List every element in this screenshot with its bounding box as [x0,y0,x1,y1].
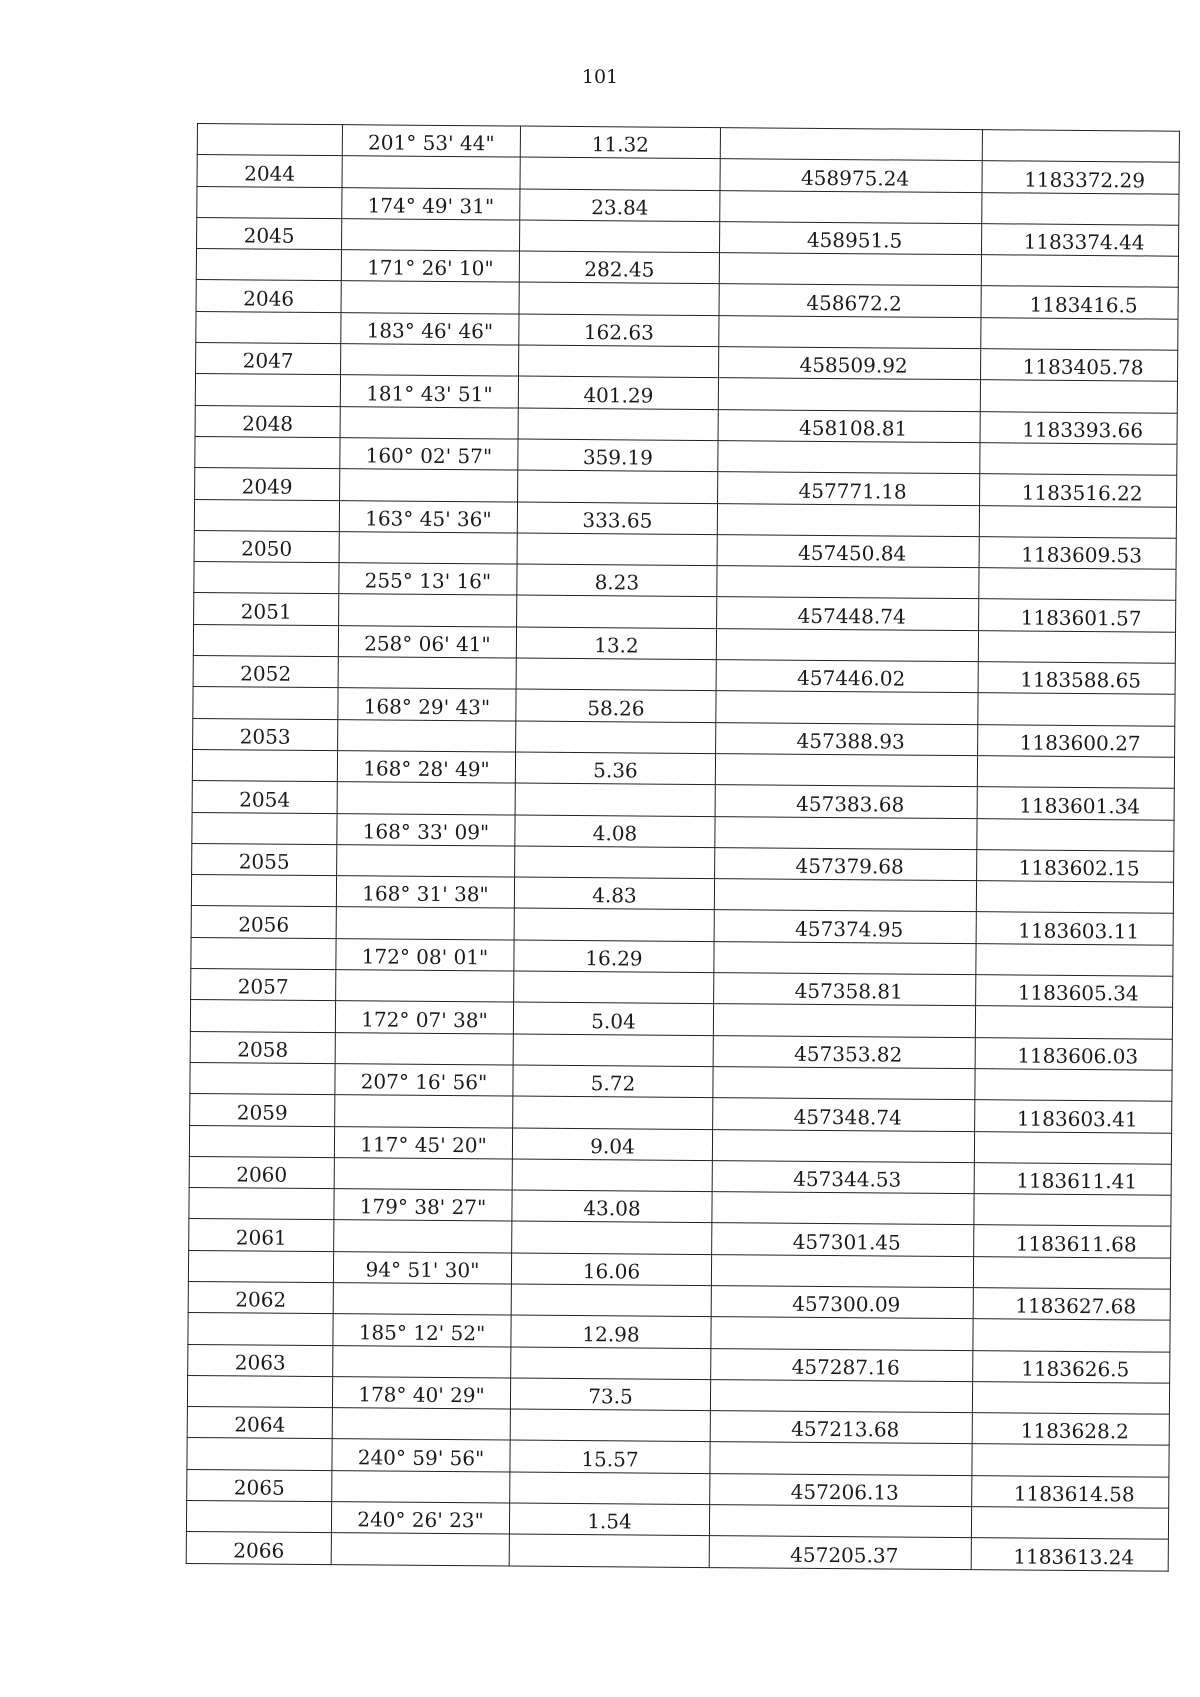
bearing-cell: 163° 45' 36" [339,500,517,533]
distance-cell [518,470,718,503]
distance-cell: 401.29 [518,376,718,409]
station-cell [188,1313,333,1345]
bearing-cell [338,719,516,752]
east-cell [971,1507,1168,1540]
distance-cell [518,408,718,441]
station-cell: 2056 [191,906,336,938]
bearing-cell [334,1220,512,1253]
station-cell [193,624,338,656]
station-cell [192,812,337,844]
bearing-cell: 168° 29' 43" [338,688,516,721]
station-cell [191,937,336,969]
survey-coordinates-table [186,123,1180,1571]
station-cell: 2045 [197,217,342,249]
distance-cell [512,1159,712,1192]
bearing-cell: 240° 26' 23" [331,1502,509,1535]
east-cell [976,943,1173,976]
station-cell [197,124,342,156]
north-cell [716,628,978,661]
station-cell: 2055 [192,843,337,875]
station-cell [188,1250,333,1282]
east-cell: 1183372.29 [982,161,1179,194]
east-cell: 1183603.11 [976,912,1173,945]
east-cell: 1183516.22 [980,474,1177,507]
east-cell [974,1131,1171,1164]
distance-cell: 282.45 [519,251,719,284]
distance-cell: 16.06 [511,1253,711,1286]
bearing-cell: 172° 07' 38" [335,1001,513,1034]
north-cell [718,441,980,474]
distance-cell [515,783,715,816]
distance-cell [514,971,714,1004]
north-cell [717,503,979,536]
station-cell: 2061 [189,1219,334,1251]
distance-cell [511,1284,711,1317]
north-cell [718,378,980,411]
east-cell: 1183588.65 [978,662,1175,695]
bearing-cell [334,1157,512,1190]
distance-cell: 5.72 [513,1065,713,1098]
bearing-cell [341,344,519,377]
station-cell [190,1000,335,1032]
east-cell: 1183602.15 [977,849,1174,882]
station-cell: 2052 [193,656,338,688]
station-cell: 2049 [195,468,340,500]
distance-cell [510,1472,710,1505]
north-cell [709,1505,971,1538]
bearing-cell: 183° 46' 46" [341,312,519,345]
distance-cell [509,1534,709,1567]
east-cell: 1183405.78 [981,349,1178,382]
bearing-cell [335,1095,513,1128]
bearing-cell: 160° 02' 57" [340,438,518,471]
north-cell [710,1442,972,1475]
station-cell [196,311,341,343]
bearing-cell [337,782,515,815]
bearing-cell: 201° 53' 44" [342,125,520,158]
bearing-cell: 174° 49' 31" [342,187,520,220]
bearing-cell: 185° 12' 52" [333,1314,511,1347]
north-cell: 458975.24 [720,159,982,192]
north-cell [715,816,977,849]
east-cell [974,1194,1171,1227]
distance-cell [513,1096,713,1129]
distance-cell [517,533,717,566]
station-cell: 2044 [197,155,342,187]
east-cell [979,568,1176,601]
bearing-cell [332,1470,510,1503]
station-cell: 2059 [190,1094,335,1126]
distance-cell: 43.08 [512,1190,712,1223]
distance-cell [520,220,720,253]
station-cell: 2046 [196,280,341,312]
east-cell [981,317,1178,350]
station-cell: 2060 [189,1156,334,1188]
station-cell: 2064 [187,1407,332,1439]
distance-cell [517,595,717,628]
east-cell: 1183628.2 [972,1413,1169,1446]
east-cell [976,881,1173,914]
bearing-cell: 240° 59' 56" [332,1439,510,1472]
distance-cell: 5.36 [515,752,715,785]
station-cell: 2062 [188,1281,333,1313]
east-cell: 1183393.66 [980,411,1177,444]
east-cell: 1183605.34 [976,975,1173,1008]
east-cell: 1183611.41 [974,1162,1171,1195]
station-cell [189,1188,334,1220]
bearing-cell [340,406,518,439]
distance-cell: 16.29 [514,940,714,973]
north-cell [716,691,978,724]
bearing-cell [338,657,516,690]
north-cell: 458672.2 [719,284,981,317]
east-cell [975,1069,1172,1102]
north-cell [720,128,982,161]
north-cell [712,1192,974,1225]
station-cell [197,186,342,218]
station-cell: 2047 [196,343,341,375]
station-cell [194,562,339,594]
station-cell [195,436,340,468]
distance-cell: 4.83 [514,877,714,910]
station-cell: 2051 [194,593,339,625]
distance-cell [511,1347,711,1380]
bearing-cell: 168° 31' 38" [336,876,514,909]
distance-cell: 359.19 [518,439,718,472]
distance-cell [516,721,716,754]
distance-cell [516,658,716,691]
distance-cell: 1.54 [509,1503,709,1536]
bearing-cell: 171° 26' 10" [341,250,519,283]
east-cell: 1183416.5 [981,286,1178,319]
east-cell [978,630,1175,663]
north-cell [717,566,979,599]
north-cell: 458951.5 [719,221,981,254]
distance-cell: 5.04 [513,1002,713,1035]
east-cell [979,505,1176,538]
east-cell [973,1319,1170,1352]
east-cell [980,380,1177,413]
distance-cell [513,1034,713,1067]
north-cell: 458108.81 [718,409,980,442]
north-cell: 457300.09 [711,1286,973,1319]
east-cell: 1183603.41 [975,1100,1172,1133]
bearing-cell: 168° 28' 49" [337,751,515,784]
east-cell [977,818,1174,851]
station-cell [186,1501,331,1533]
north-cell: 457213.68 [710,1411,972,1444]
station-cell: 2053 [193,718,338,750]
north-cell: 457206.13 [710,1473,972,1506]
bearing-cell [333,1345,511,1378]
distance-cell [519,283,719,316]
bearing-cell [335,1032,513,1065]
north-cell [710,1379,972,1412]
station-cell: 2048 [195,405,340,437]
east-cell: 1183613.24 [971,1538,1168,1571]
east-cell: 1183374.44 [981,224,1178,257]
station-cell [196,249,341,281]
station-cell [191,875,336,907]
distance-cell: 11.32 [520,126,720,159]
bearing-cell: 255° 13' 16" [339,563,517,596]
east-cell: 1183600.27 [978,724,1175,757]
distance-cell: 162.63 [519,314,719,347]
north-cell: 457388.93 [716,722,978,755]
north-cell: 457374.95 [714,910,976,943]
east-cell [973,1256,1170,1289]
bearing-cell: 94° 51' 30" [333,1251,511,1284]
north-cell [714,941,976,974]
bearing-cell [332,1408,510,1441]
station-cell: 2057 [191,968,336,1000]
north-cell [711,1254,973,1287]
distance-cell: 73.5 [510,1378,710,1411]
bearing-cell: 117° 45' 20" [334,1126,512,1159]
station-cell [187,1375,332,1407]
north-cell: 457379.68 [715,847,977,880]
north-cell: 457344.53 [712,1160,974,1193]
east-cell [982,130,1179,163]
bearing-cell [331,1533,509,1566]
east-cell [972,1444,1169,1477]
station-cell [195,374,340,406]
distance-cell [519,345,719,378]
station-cell [190,1062,335,1094]
east-cell: 1183601.34 [977,787,1174,820]
bearing-cell: 207° 16' 56" [335,1064,513,1097]
north-cell [714,879,976,912]
station-cell [193,687,338,719]
distance-cell [512,1221,712,1254]
north-cell: 457358.81 [714,973,976,1006]
north-cell [715,754,977,787]
north-cell: 458509.92 [719,347,981,380]
north-cell: 457383.68 [715,785,977,818]
east-cell [980,443,1177,476]
bearing-cell: 258° 06' 41" [338,625,516,658]
distance-cell: 333.65 [517,502,717,535]
east-cell [982,192,1179,225]
bearing-cell: 172° 08' 01" [336,938,514,971]
station-row [186,1532,1168,1571]
north-cell: 457348.74 [713,1098,975,1131]
east-cell: 1183626.5 [973,1350,1170,1383]
station-cell: 2066 [186,1532,331,1564]
north-cell [713,1066,975,1099]
distance-cell [515,846,715,879]
bearing-cell: 178° 40' 29" [332,1376,510,1409]
table-body [186,124,1179,1571]
east-cell [977,756,1174,789]
bearing-cell [342,219,520,252]
distance-cell: 15.57 [510,1440,710,1473]
east-cell: 1183614.58 [972,1475,1169,1508]
station-cell [192,749,337,781]
station-cell: 2054 [192,781,337,813]
distance-cell: 4.08 [515,815,715,848]
bearing-cell [336,907,514,940]
north-cell: 457353.82 [713,1035,975,1068]
bearing-cell [333,1283,511,1316]
north-cell [711,1317,973,1350]
distance-cell: 13.2 [516,627,716,660]
bearing-cell: 168° 33' 09" [337,813,515,846]
distance-cell [510,1409,710,1442]
station-cell: 2065 [187,1469,332,1501]
bearing-cell [337,844,515,877]
east-cell [981,255,1178,288]
north-cell: 457301.45 [712,1223,974,1256]
east-cell: 1183601.57 [979,599,1176,632]
north-cell [712,1129,974,1162]
distance-cell: 58.26 [516,689,716,722]
north-cell: 457287.16 [711,1348,973,1381]
distance-cell [514,908,714,941]
distance-cell [520,157,720,190]
distance-cell: 23.84 [520,189,720,222]
distance-cell: 12.98 [511,1315,711,1348]
east-cell [975,1006,1172,1039]
north-cell: 457771.18 [718,472,980,505]
distance-cell: 8.23 [517,564,717,597]
east-cell: 1183611.68 [974,1225,1171,1258]
east-cell: 1183609.53 [979,537,1176,570]
east-cell [978,693,1175,726]
north-cell: 457450.84 [717,534,979,567]
station-cell: 2058 [190,1031,335,1063]
station-cell [187,1438,332,1470]
station-cell [194,499,339,531]
bearing-cell [340,469,518,502]
bearing-cell [341,281,519,314]
station-cell: 2063 [188,1344,333,1376]
distance-cell: 9.04 [512,1128,712,1161]
page-number: 101 [581,66,619,88]
bearing-cell [339,531,517,564]
north-cell: 457205.37 [709,1536,971,1569]
east-cell: 1183627.68 [973,1288,1170,1321]
bearing-cell [336,970,514,1003]
north-cell [719,253,981,286]
north-cell [719,315,981,348]
bearing-cell [342,156,520,189]
east-cell: 1183606.03 [975,1037,1172,1070]
bearing-cell: 181° 43' 51" [340,375,518,408]
north-cell [720,190,982,223]
east-cell [972,1382,1169,1415]
station-cell: 2050 [194,530,339,562]
north-cell: 457446.02 [716,660,978,693]
north-cell: 457448.74 [717,597,979,630]
bearing-cell: 179° 38' 27" [334,1189,512,1222]
station-cell [189,1125,334,1157]
bearing-cell [339,594,517,627]
north-cell [713,1004,975,1037]
